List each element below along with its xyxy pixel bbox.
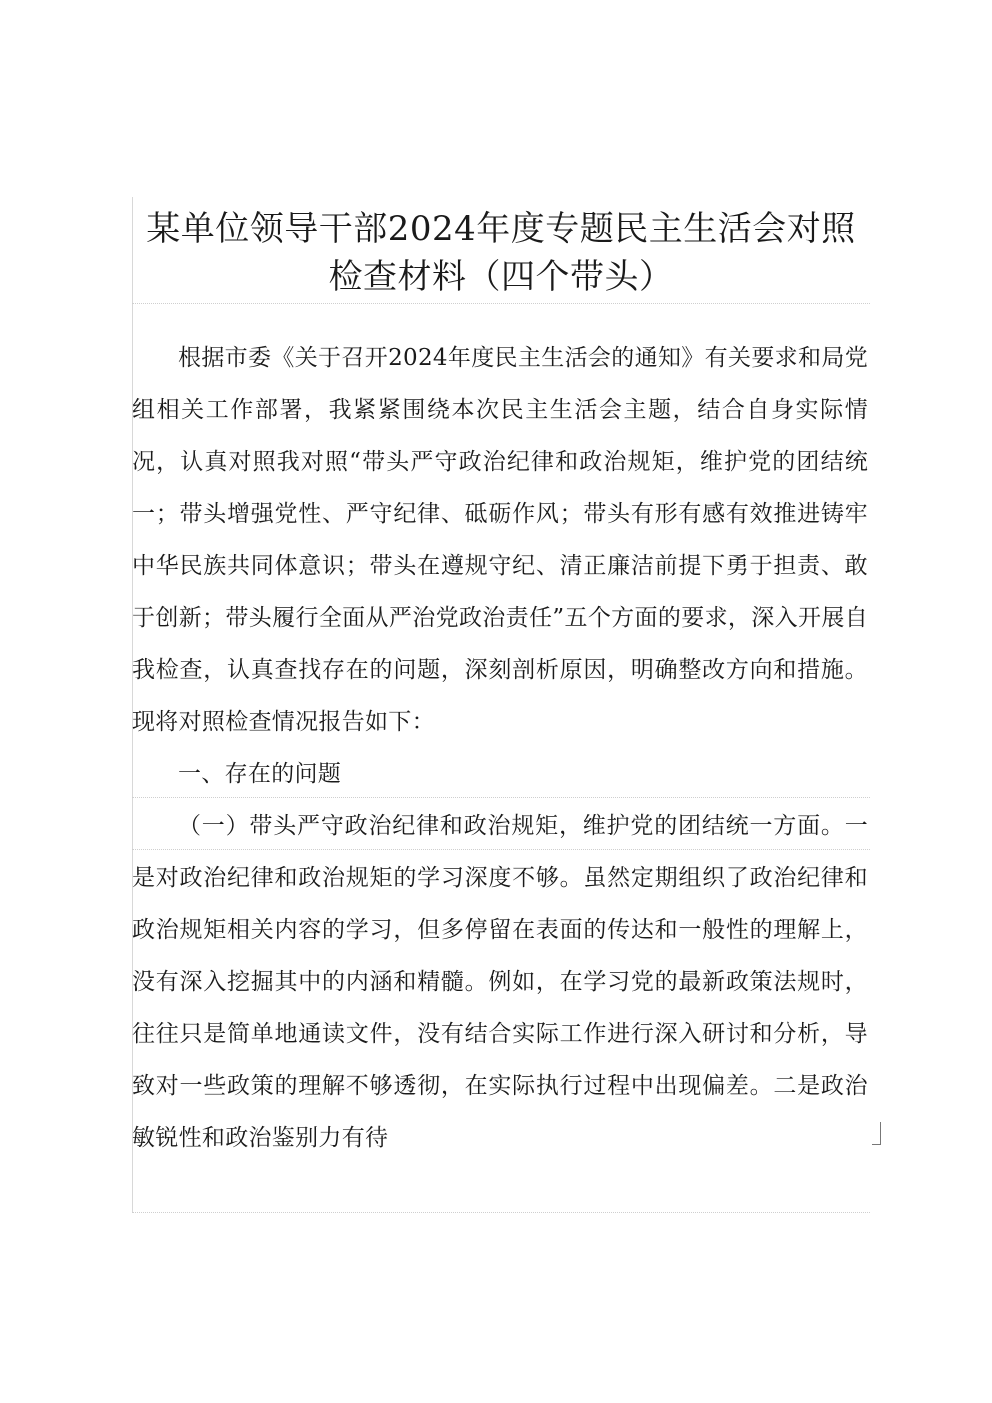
title-line-1: 某单位领导干部2024年度专题民主生活会对照 [146, 209, 856, 249]
document-title [132, 205, 870, 301]
title-line-2: 检查材料（四个带头） [328, 257, 674, 297]
divider [132, 797, 870, 798]
document-page [132, 197, 870, 1213]
section-paragraph: （一）带头严守政治纪律和政治规矩，维护党的团结统一方面。一是对政治纪律和政治规矩的学习深度不够。虽然定期组织了政治纪律和政治规矩相关内容的学习，但多停留在表面的传达和一般性的理解上，没有深入挖掘其中的内涵和精髓。例如，在学习党的最新政策法规时，往往只是简单地通读文件，没有结合实际工作进行深入研讨和分析，导致对一些政策的理解不够透彻，在实际执行过程中出现偏差。二是政治敏锐性和政治鉴别力有待 [132, 813, 868, 1151]
margin-mark [872, 1122, 881, 1145]
divider [132, 849, 870, 850]
document-body [132, 332, 868, 1164]
divider [132, 303, 870, 304]
divider [132, 1212, 870, 1213]
intro-paragraph: 根据市委《关于召开2024年度民主生活会的通知》有关要求和局党组相关工作部署，我紧紧围绕本次民主生活会主题，结合自身实际情况，认真对照我对照“带头严守政治纪律和政治规矩，维护党的团结统一；带头增强党性、严守纪律、砥砺作风；带头有形有感有效推进铸牢中华民族共同体意识；带头在遵规守纪、清正廉洁前提下勇于担责、敢于创新；带头履行全面从严治党政治责任”五个方面的要求，深入开展自我检查，认真查找存在的问题，深刻剖析原因，明确整改方向和措施。现将对照检查情况报告如下： [132, 345, 868, 735]
section-heading: 一、存在的问题 [178, 761, 342, 787]
